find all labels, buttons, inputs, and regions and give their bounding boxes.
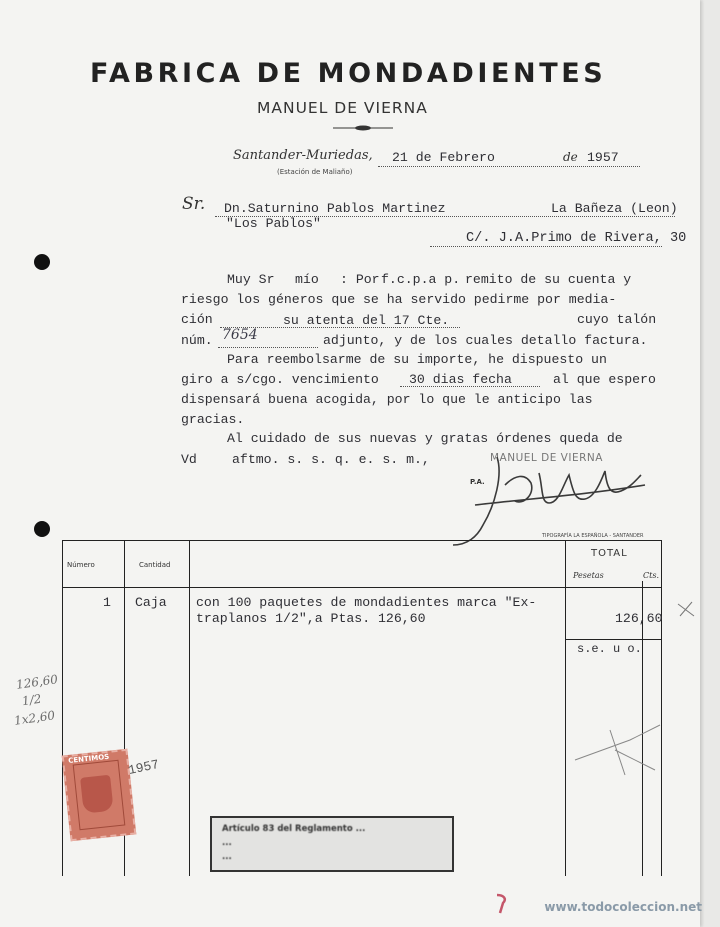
- row-number: 1: [103, 595, 111, 610]
- bottom-stamp-line1: Artículo 83 del Reglamento ...: [222, 824, 366, 834]
- col-divider-2: [189, 541, 190, 876]
- row-desc-line1: con 100 paquetes de mondadientes marca "Ex-: [196, 595, 537, 610]
- watermark-text: www.todocoleccion.net: [544, 900, 702, 914]
- letter-l6c: al que espero: [553, 372, 656, 387]
- punch-hole-bottom: [34, 521, 50, 537]
- watermark-logo-icon: [494, 893, 510, 915]
- row-quantity: Caja: [135, 595, 167, 610]
- revenue-stamp-label: CENTIMOS: [67, 752, 110, 766]
- place-station: (Estación de Maliaño): [277, 168, 353, 176]
- place-location: Santander-Muriedas,: [233, 148, 373, 163]
- letter-l1b: mío: [295, 272, 319, 287]
- letter-l3c: cuyo talón: [577, 312, 657, 327]
- header-rule: [63, 587, 661, 588]
- l4-dotline: [218, 347, 318, 348]
- letter-l2: riesgo los géneros que se ha servido pedirme por media-: [181, 292, 617, 307]
- signature-pa: P.A.: [470, 478, 485, 486]
- letter-l1d: f.c.p.a p.: [381, 272, 461, 287]
- letter-l6b: 30 dias fecha: [409, 372, 512, 387]
- letter-l4c: adjunto, y de los cuales detallo factura.: [323, 333, 648, 348]
- letter-l1c: : Por: [340, 272, 380, 287]
- signature-stamp-name: MANUEL DE VIERNA: [490, 452, 603, 464]
- recipient-firm: "Los Pablos": [226, 216, 321, 231]
- bottom-stamp-line3: ...: [222, 852, 232, 862]
- letter-l5: Para reembolsarme de su importe, he dispuesto un: [227, 352, 607, 367]
- company-title: FABRICA DE MONDADIENTES: [90, 58, 607, 89]
- margin-note-1: 126,60: [15, 672, 59, 692]
- printer-imprint: TIPOGRAFÍA LA ESPAÑOLA - SANTANDER: [542, 533, 644, 539]
- ornament-divider: [333, 124, 393, 132]
- bottom-rubber-stamp: [210, 816, 454, 872]
- letter-l6a: giro a s/cgo. vencimiento: [181, 372, 379, 387]
- letter-l4a: núm.: [181, 333, 213, 348]
- date-dotline: [378, 166, 640, 167]
- date-de: de: [563, 150, 578, 164]
- row-amount: 126,60: [615, 611, 663, 626]
- recipient-street: C/. J.A.Primo de Rivera, 30: [466, 231, 687, 246]
- col-pesetas-header: Pesetas: [573, 571, 604, 580]
- margin-note-2: 1/2: [21, 691, 43, 709]
- col-cts-header: Cts.: [643, 571, 659, 580]
- letter-l1e: remito de su cuenta y: [465, 272, 632, 287]
- col-divider-3: [565, 541, 566, 876]
- letter-l3b: su atenta del 17 Cte.: [283, 313, 450, 328]
- recipient-name: Dn.Saturnino Pablos Martinez: [224, 201, 446, 216]
- letter-l8: gracias.: [181, 412, 245, 427]
- letter-l7: dispensará buena acogida, por lo que le anticipo las: [181, 392, 593, 407]
- date-day-month: 21 de Febrero: [392, 150, 495, 165]
- salutation: Sr.: [182, 194, 206, 214]
- bottom-stamp-line2: ...: [222, 838, 232, 848]
- revenue-stamp: [62, 749, 137, 841]
- stamp-cancel-year: 1957: [126, 756, 161, 779]
- recipient-town: La Bañeza (Leon): [551, 201, 678, 216]
- col-total-header: TOTAL: [591, 548, 628, 559]
- col-number-header: Número: [67, 561, 95, 569]
- letter-talon-number: 7654: [222, 327, 258, 343]
- seu-note: s.e. u o.: [577, 642, 642, 656]
- amount-rule: [565, 639, 661, 640]
- letter-l10a: Vd: [181, 452, 197, 467]
- letter-l9: Al cuidado de sus nuevas y gratas órdenes queda de: [227, 431, 623, 446]
- street-dotline: [430, 246, 662, 247]
- pencil-mark: [570, 720, 670, 780]
- pencil-mark-2: [676, 600, 698, 620]
- letter-l1a: Muy Sr: [227, 272, 275, 287]
- l6-dotline: [400, 386, 540, 387]
- margin-note-3: 1x2,60: [13, 708, 56, 728]
- date-year: 1957: [587, 150, 619, 165]
- letter-l3a: ción: [181, 312, 213, 327]
- coat-of-arms-icon: [80, 775, 114, 814]
- punch-hole-top: [34, 254, 50, 270]
- col-quantity-header: Cantidad: [139, 561, 171, 569]
- owner-name: MANUEL DE VIERNA: [257, 99, 428, 117]
- row-desc-line2: traplanos 1/2",a Ptas. 126,60: [196, 611, 426, 626]
- letter-l10b: aftmo. s. s. q. e. s. m.,: [232, 452, 430, 467]
